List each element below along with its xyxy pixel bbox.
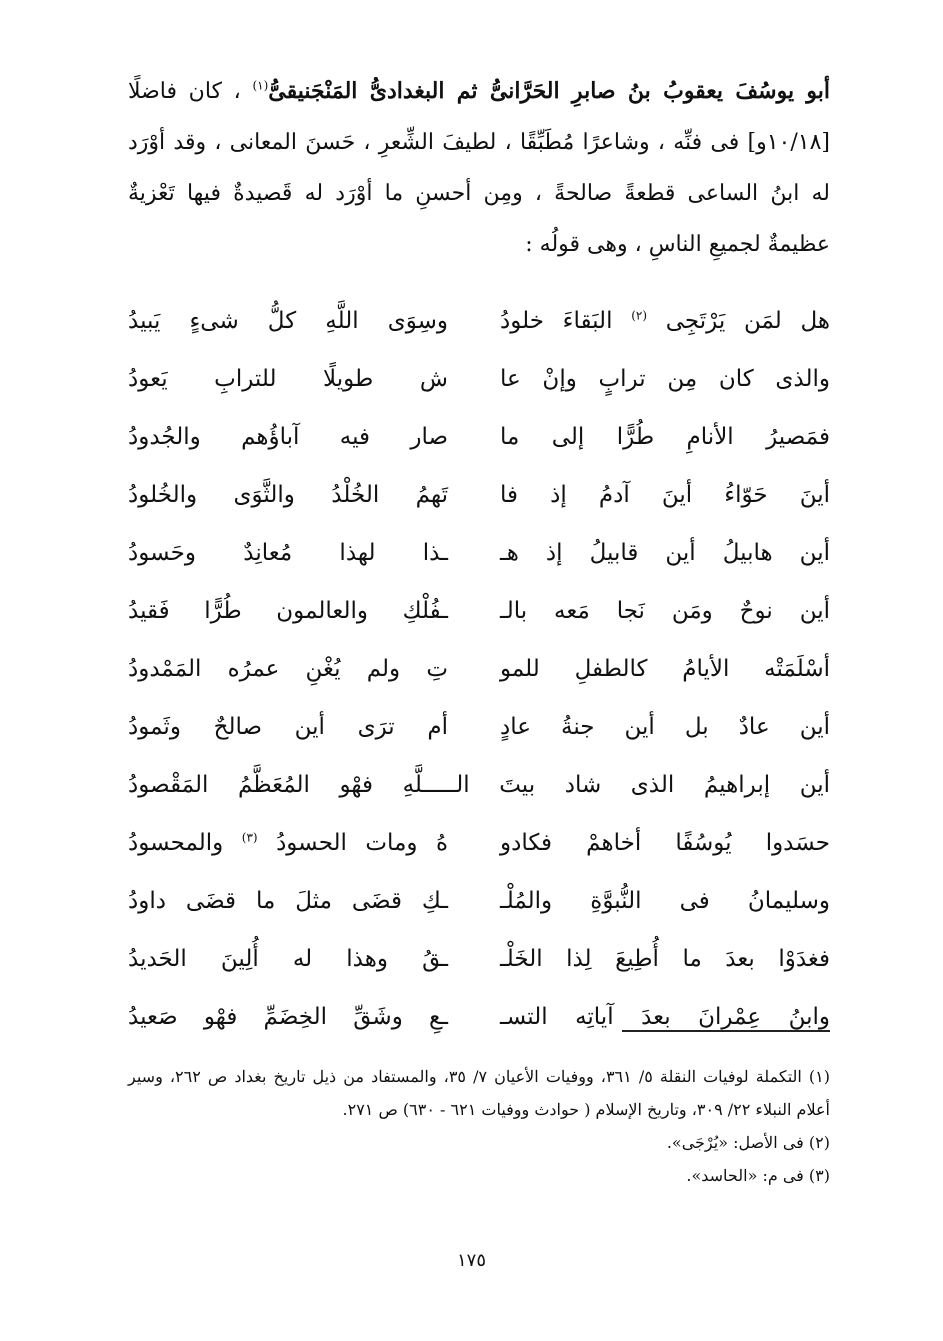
- footnote-divider: [622, 1030, 830, 1032]
- verse-13: [128, 996, 830, 1054]
- verse-8: [128, 706, 830, 764]
- verse-12: [128, 938, 830, 996]
- verse-9: [128, 764, 830, 822]
- subject-name: أبو يوسُفَ يعقوبُ بنُ صابرِ الحَرَّانىُّ ثم البغدادىُّ المَنْجَنيقىُّ: [268, 78, 830, 104]
- verse-8-second-hemistich: أم ترَى أين صالحٌ وثَمودُ: [128, 714, 448, 740]
- verse-2-first-hemistich: والذى كان مِن ترابٍ وإنْ عا: [500, 366, 830, 392]
- verse-2: [128, 358, 830, 416]
- verse-2-second-hemistich: ش طويلًا للترابِ يَعودُ: [128, 366, 448, 392]
- poem: [128, 300, 830, 1054]
- verse-8-first-hemistich: أين عادٌ بل أين جنةُ عادٍ: [500, 714, 830, 740]
- page-number: ١٧٥: [456, 1250, 486, 1271]
- verse-4-second-hemistich: تَهمُ الخُلْدُ والثَّوَى والخُلودُ: [128, 482, 448, 508]
- verse-10: [128, 822, 830, 880]
- footnote-mark-1: (١): [252, 78, 269, 93]
- verse-11-first-hemistich: وسليمانُ فى النُّبوَّةِ والمُلْـ: [500, 888, 830, 914]
- verse-11-second-hemistich: ـكِ قضَى مثلَ ما قضَى داودُ: [128, 888, 448, 914]
- verse-4: [128, 474, 830, 532]
- verse-7-second-hemistich: تِ ولم يُغْنِ عمرُه المَمْدودُ: [128, 656, 448, 682]
- verse-5-second-hemistich: ـذا لهذا مُعانِدٌ وحَسودُ: [128, 540, 448, 566]
- footnote-mark-3: (٣): [241, 830, 258, 845]
- biography-text: ، كان فاضلًا [١٠/١٨و] فى فنِّه ، وشاعرًا مُطَبِّقًا ، لطيفَ الشِّعرِ ، حَسنَ المعانى ، وقد أوْرَد له ابنُ الساعى قطعةً صالحةً ، ومِن أحسنِ ما أوْرَد له قَصيدةٌ فيها تَعْزيةٌ عظيمةٌ لجميعِ الناسِ ، وهى قولُه :: [128, 79, 830, 257]
- verse-7: [128, 648, 830, 706]
- verse-6-second-hemistich: ـفُلْكِ والعالمون طُرًّا فَقيدُ: [128, 598, 448, 624]
- verse-3: [128, 416, 830, 474]
- verse-13-first-hemistich: وابنُ عِمْرانَ بعدَ آياتِه التسـ: [500, 1004, 830, 1030]
- verse-3-first-hemistich: فمَصيرُ الأنامِ طُرًّا إلى ما: [500, 424, 830, 450]
- verse-10-second-hemistich: هُ ومات الحسودُ $^{(٣)}$ والمحسودُ: [128, 830, 449, 856]
- verse-4-first-hemistich: أينَ حَوّاءُ أينَ آدمُ إذ فا: [500, 482, 830, 508]
- verse-12-first-hemistich: فغدَوْا بعدَ ما أُطِيعَ لِذا الخَلْـ: [500, 946, 830, 972]
- biography-paragraph: [128, 66, 830, 270]
- footnote-mark-2: (٢): [631, 308, 648, 323]
- verse-6: [128, 590, 830, 648]
- footnote-1: (١) التكملة لوفيات النقلة ٥/ ٣٦١، ووفيات الأعيان ٧/ ٣٥، والمستفاد من ذيل تاريخ بغداد ص ٢٦٢، وسير أعلام النبلاء ٢٢/ ٣٠٩، وتاريخ الإسلام ( حوادث ووفيات ٦٢١ - ٦٣٠) ص ٢٧١.: [128, 1067, 831, 1119]
- verse-1-second-hemistich: وسِوَى اللَّهِ كلُّ شىءٍ يَبيدُ: [128, 308, 448, 334]
- verse-11: [128, 880, 830, 938]
- verse-9-full-line: أين إبراهيمُ الذى شاد بيتَ الـــــلَّهِ فهْو المُعَظَّمُ المَقْصودُ: [128, 772, 830, 798]
- footnotes: [128, 1060, 830, 1192]
- verse-13-second-hemistich: ـعِ وشَقِّ الخِضَمِّ فهْو صَعيدُ: [128, 1004, 448, 1030]
- footnote-2: (٢) فى الأصل: «يُرْجَى».: [666, 1133, 830, 1152]
- verse-10-first-hemistich: حسَدوا يُوسُفًا أخاهمْ فكادو: [500, 830, 830, 856]
- verse-12-second-hemistich: ـقُ وهذا له أُلِينَ الحَديدُ: [128, 946, 448, 972]
- verse-1: [128, 300, 830, 358]
- verse-6-first-hemistich: أين نوحٌ ومَن نَجا مَعه بالـ: [500, 598, 830, 624]
- verse-5-first-hemistich: أين هابيلُ أين قابيلُ إذ هـ: [500, 540, 830, 566]
- verse-7-first-hemistich: أسْلَمَتْه الأيامُ كالطفلِ للمو: [500, 656, 830, 682]
- verse-3-second-hemistich: صار فيه آباؤُهم والجُدودُ: [128, 424, 448, 450]
- verse-5: [128, 532, 830, 590]
- footnote-3: (٣) فى م: «الحاسد».: [686, 1166, 830, 1185]
- verse-1-first-hemistich: هل لمَن يَرْتَجِى $^{(٢)}$ البَقاءَ خلودُ: [500, 308, 831, 334]
